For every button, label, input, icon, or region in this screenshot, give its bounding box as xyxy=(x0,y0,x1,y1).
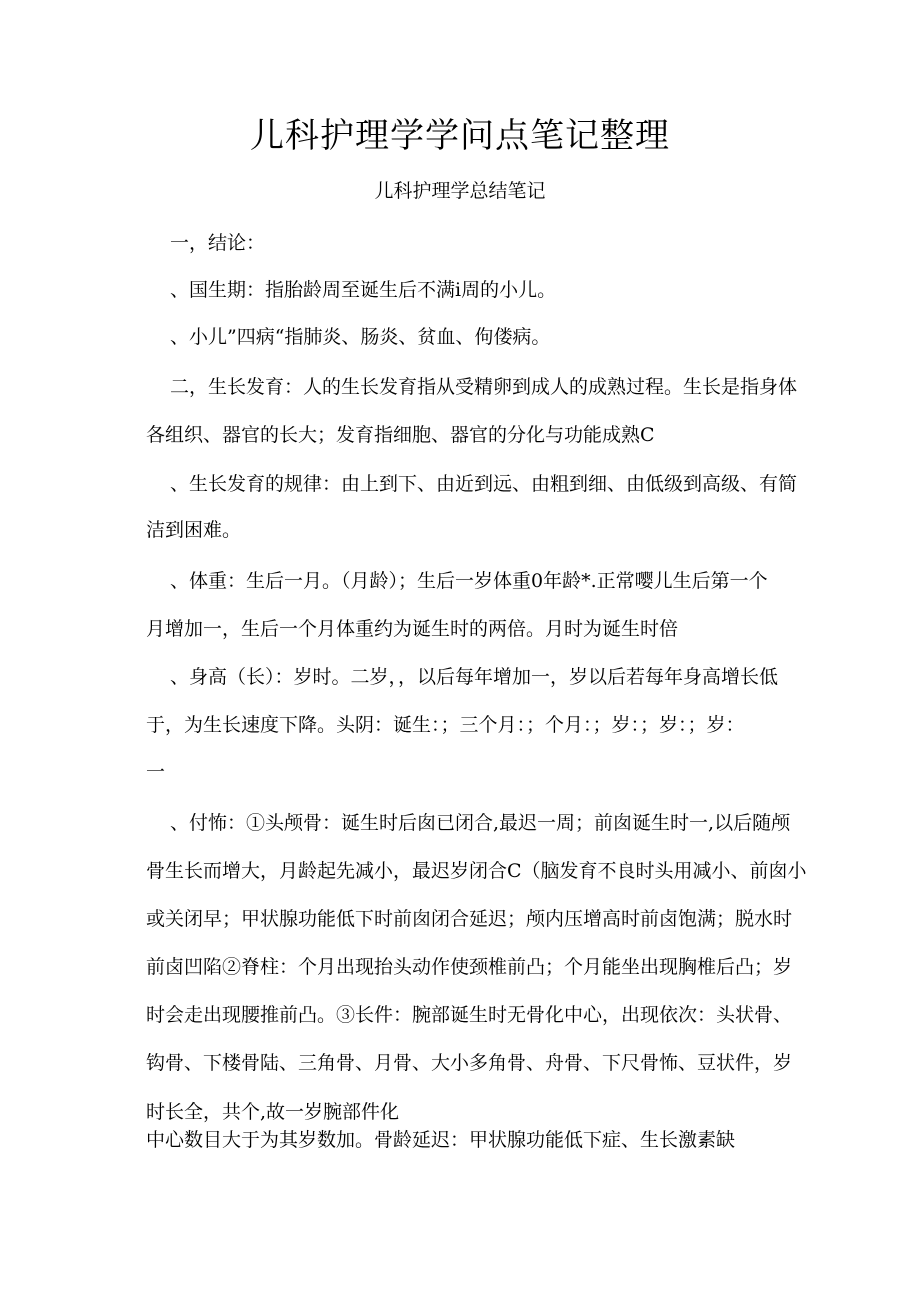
text-line-7: 洁到困难。 xyxy=(146,519,242,541)
text-line-16: 前卤凹陷②脊柱：个月出现抬头动作使颈椎前凸；个月能坐出现胸椎后凸；岁 xyxy=(146,956,793,978)
text-line-13: 、付怖：①头颅骨：诞生时后囱已闭合,最迟一周；前囱诞生时一,以后随颅 xyxy=(170,812,791,834)
text-line-15: 或关闭早；甲状腺功能低下时前囱闭合延迟；颅内压增高时前卤饱满；脱水时 xyxy=(146,908,793,930)
text-line-12: 一 xyxy=(146,761,166,783)
text-line-6: 、生长发育的规律：由上到下、由近到远、由粗到细、由低级到高级、有简 xyxy=(170,473,798,495)
text-line-8: 、体重：生后一月。（月龄）；生后一岁体重0年龄*.正常嘤儿生后第一个 xyxy=(170,570,768,592)
document-subtitle: 儿科护理学总结笔记 xyxy=(374,180,546,202)
text-line-14: 骨生长而增大，月龄起先减小，最迟岁闭合C（脑发育不良时头用减小、前囱小 xyxy=(146,860,807,882)
text-line-20: 中心数目大于为其岁数加。骨龄延迟：甲状腺功能低下症、生长激素缺 xyxy=(146,1129,736,1151)
text-line-9: 月增加一，生后一个月体重约为诞生时的两倍。月时为诞生时倍 xyxy=(146,618,679,640)
text-line-19: 时长全，共个,故一岁腕部件化 xyxy=(146,1101,400,1123)
text-line-17: 时会走出现腰推前凸。③长件：腕部诞生时无骨化中心，出现依次：头状骨、 xyxy=(146,1004,793,1026)
document-title: 儿科护理学学问点笔记整理 xyxy=(250,116,670,156)
text-line-11: 于，为生长速度下降。头阴：诞生：；三个月：；个月：；岁：；岁：；岁： xyxy=(146,714,745,736)
text-line-18: 钩骨、下楼骨陆、三角骨、月骨、大小多角骨、舟骨、下尺骨怖、豆状件，岁 xyxy=(146,1052,793,1074)
text-line-10: 、身高（长）：岁时。二岁，，以后每年增加一，岁以后若每年身高增长低 xyxy=(170,666,779,688)
text-line-1: 一，结论： xyxy=(170,232,266,254)
text-line-4: 二，生长发育：人的生长发育指从受精卵到成人的成熟过程。生长是指身体 xyxy=(170,376,798,398)
text-line-5: 各组织、器官的长大；发育指细胞、器官的分化与功能成熟C xyxy=(146,424,655,446)
text-line-3: 、小儿”四病“指肺炎、肠炎、贫血、佝偻病。 xyxy=(170,326,551,348)
text-line-2: 、国生期：指胎龄周至诞生后不满i周的小儿。 xyxy=(170,279,557,301)
